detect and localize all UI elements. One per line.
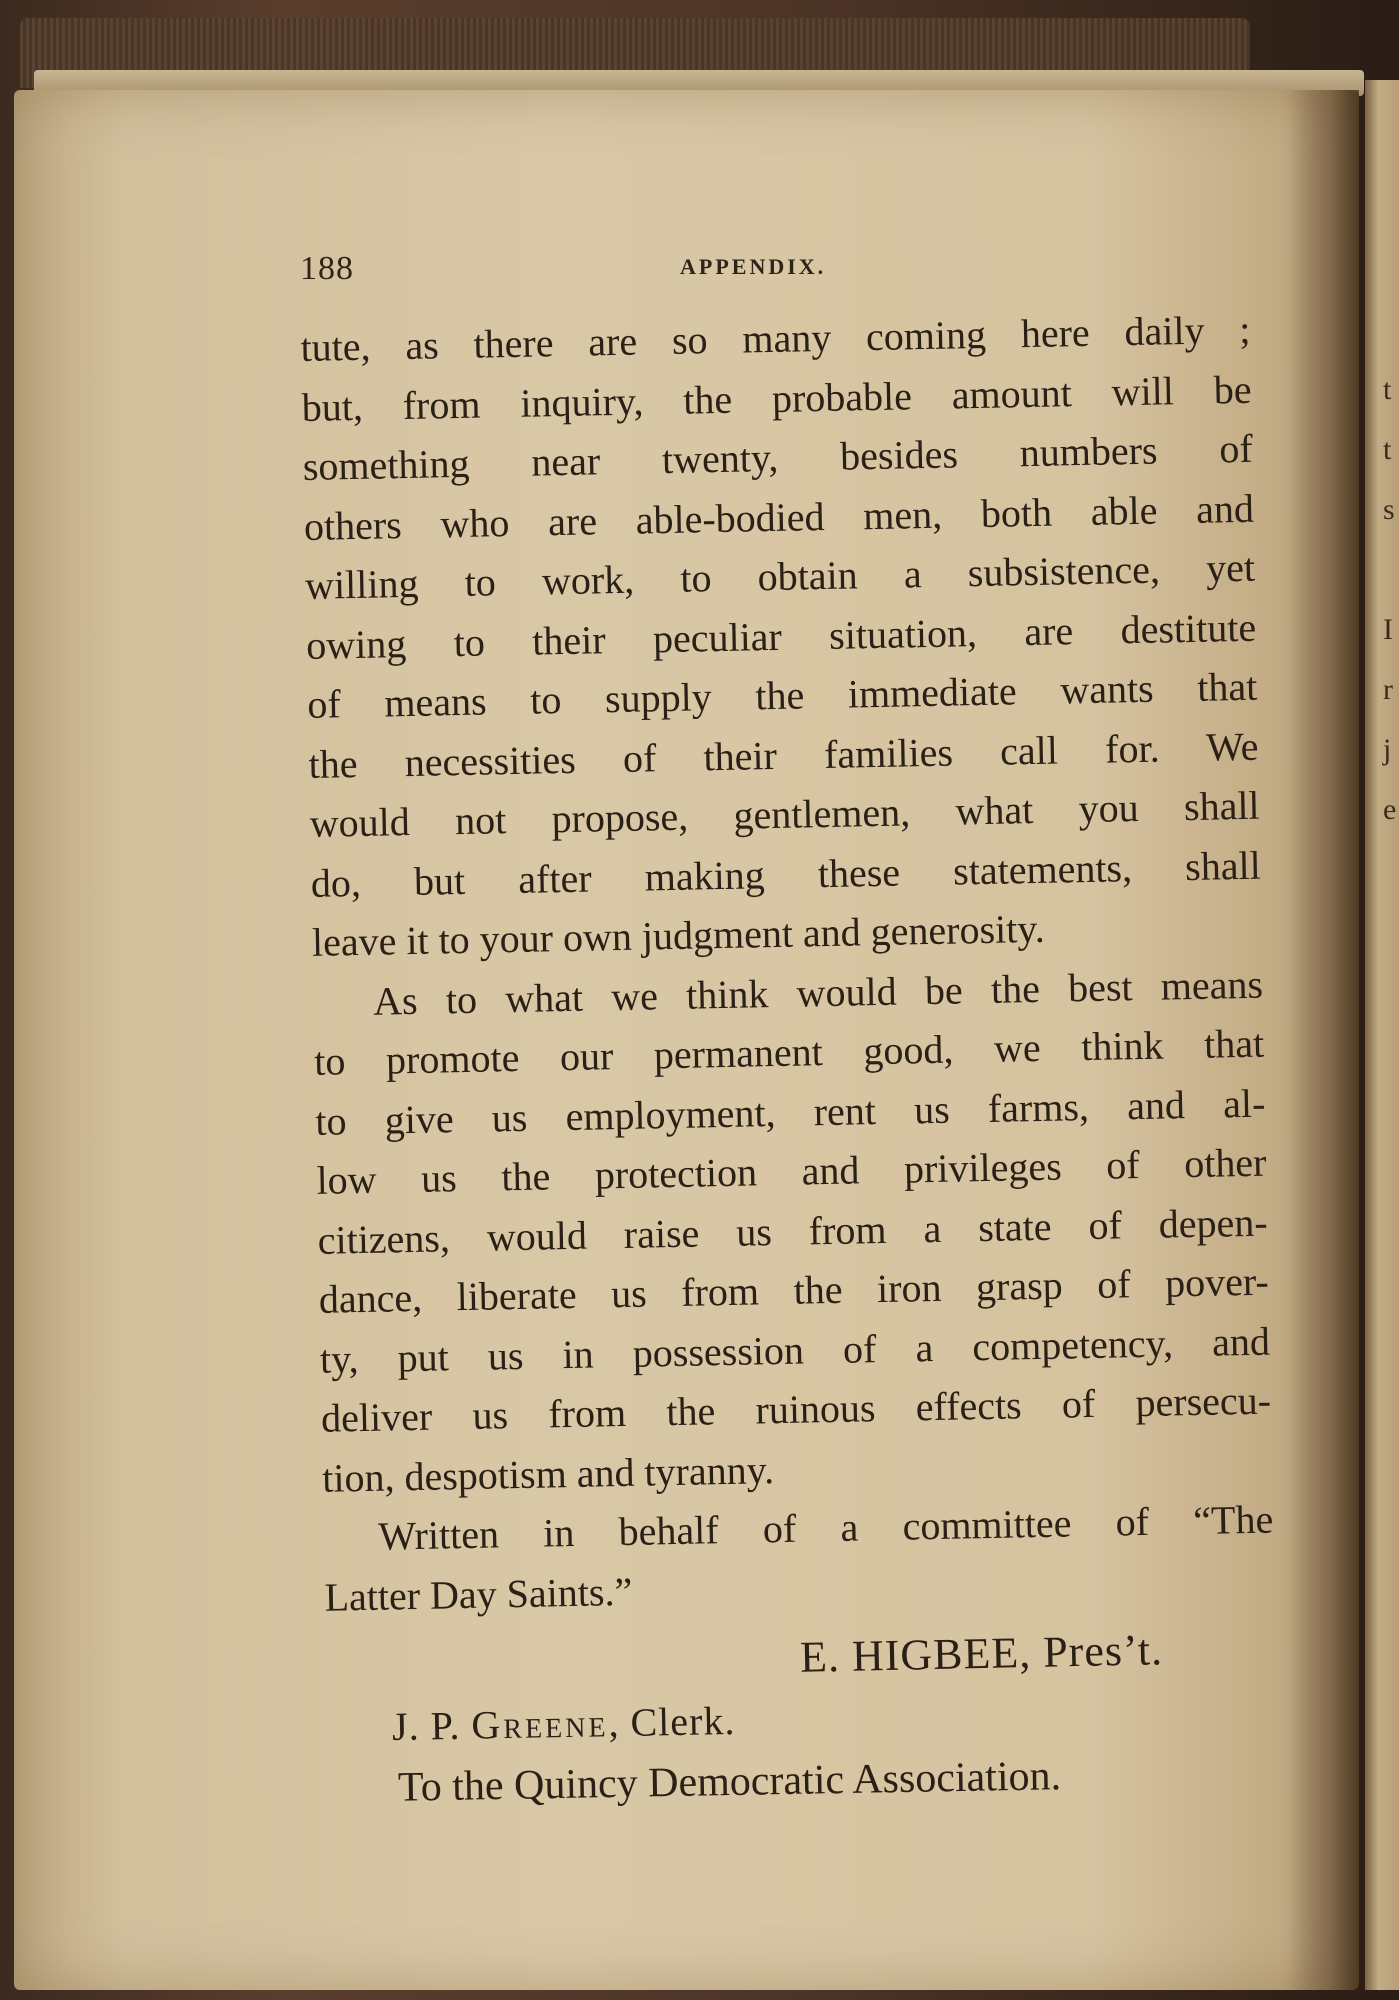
fragment: j [1383,733,1392,766]
fragment: t [1383,373,1392,406]
text-line: to give us employment, rent us farms, and al- [314,1080,1266,1144]
text-line: Latter Day Saints.” [324,1568,633,1620]
page-number: 188 [300,250,354,287]
fragment: s [1383,493,1395,526]
text-line: something near twenty, besides numbers of [302,425,1254,489]
clerk-title: , Clerk. [608,1698,736,1746]
text-line: deliver us from the ruinous effects of persecu- [320,1377,1272,1441]
running-head: APPENDIX. [680,254,827,279]
text-line: dance, liberate us from the iron grasp of pover- [318,1258,1270,1322]
clerk-name: Greene [471,1700,609,1748]
page-gutter-shadow [1289,90,1359,1990]
text-line: owing to their peculiar situation, are destitute [305,604,1257,668]
fragment: t [1383,433,1392,466]
text-line: but, from inquiry, the probable amount will be [301,366,1252,430]
addressee-line: To the Quincy Democratic Association. [397,1753,1062,1811]
text-line: As to what we think would be the best means [372,961,1264,1024]
text-line: low us the protection and privileges of other [316,1139,1267,1203]
next-page-text-fragments [1383,360,1399,840]
text-line: to promote our permanent good, we think that [313,1020,1265,1084]
clerk-signature [392,1697,736,1750]
president-signature: E. HIGBEE, Pres’t. [799,1625,1164,1682]
text-line: tute, as there are so many coming here daily ; [300,306,1251,370]
fragment: r [1383,673,1393,706]
text-line: do, but after making these statements, shall [310,842,1262,906]
text-line: would not propose, gentlemen, what you shall [309,782,1260,846]
text-line: the necessities of their families call for. We [308,723,1259,787]
text-line: Written in behalf of a committee of “The [377,1496,1274,1559]
page-header [300,250,860,290]
text-line: leave it to your own judgment and generosity. [311,905,1046,965]
text-line: willing to work, to obtain a subsistence, yet [304,544,1256,608]
fragment: I [1383,613,1393,646]
text-line: ty, put us in possession of a competency, and [319,1318,1271,1382]
fragment: e [1383,793,1397,826]
text-line: of means to supply the immediate wants that [306,663,1258,727]
text-line: citizens, would raise us from a state of depen- [317,1199,1268,1263]
clerk-initials: J. P. [391,1702,461,1749]
text-line: tion, despotism and tyranny. [321,1446,775,1501]
body-text [300,300,1275,1627]
text-line: others who are able-bodied men, both able and [303,485,1255,549]
